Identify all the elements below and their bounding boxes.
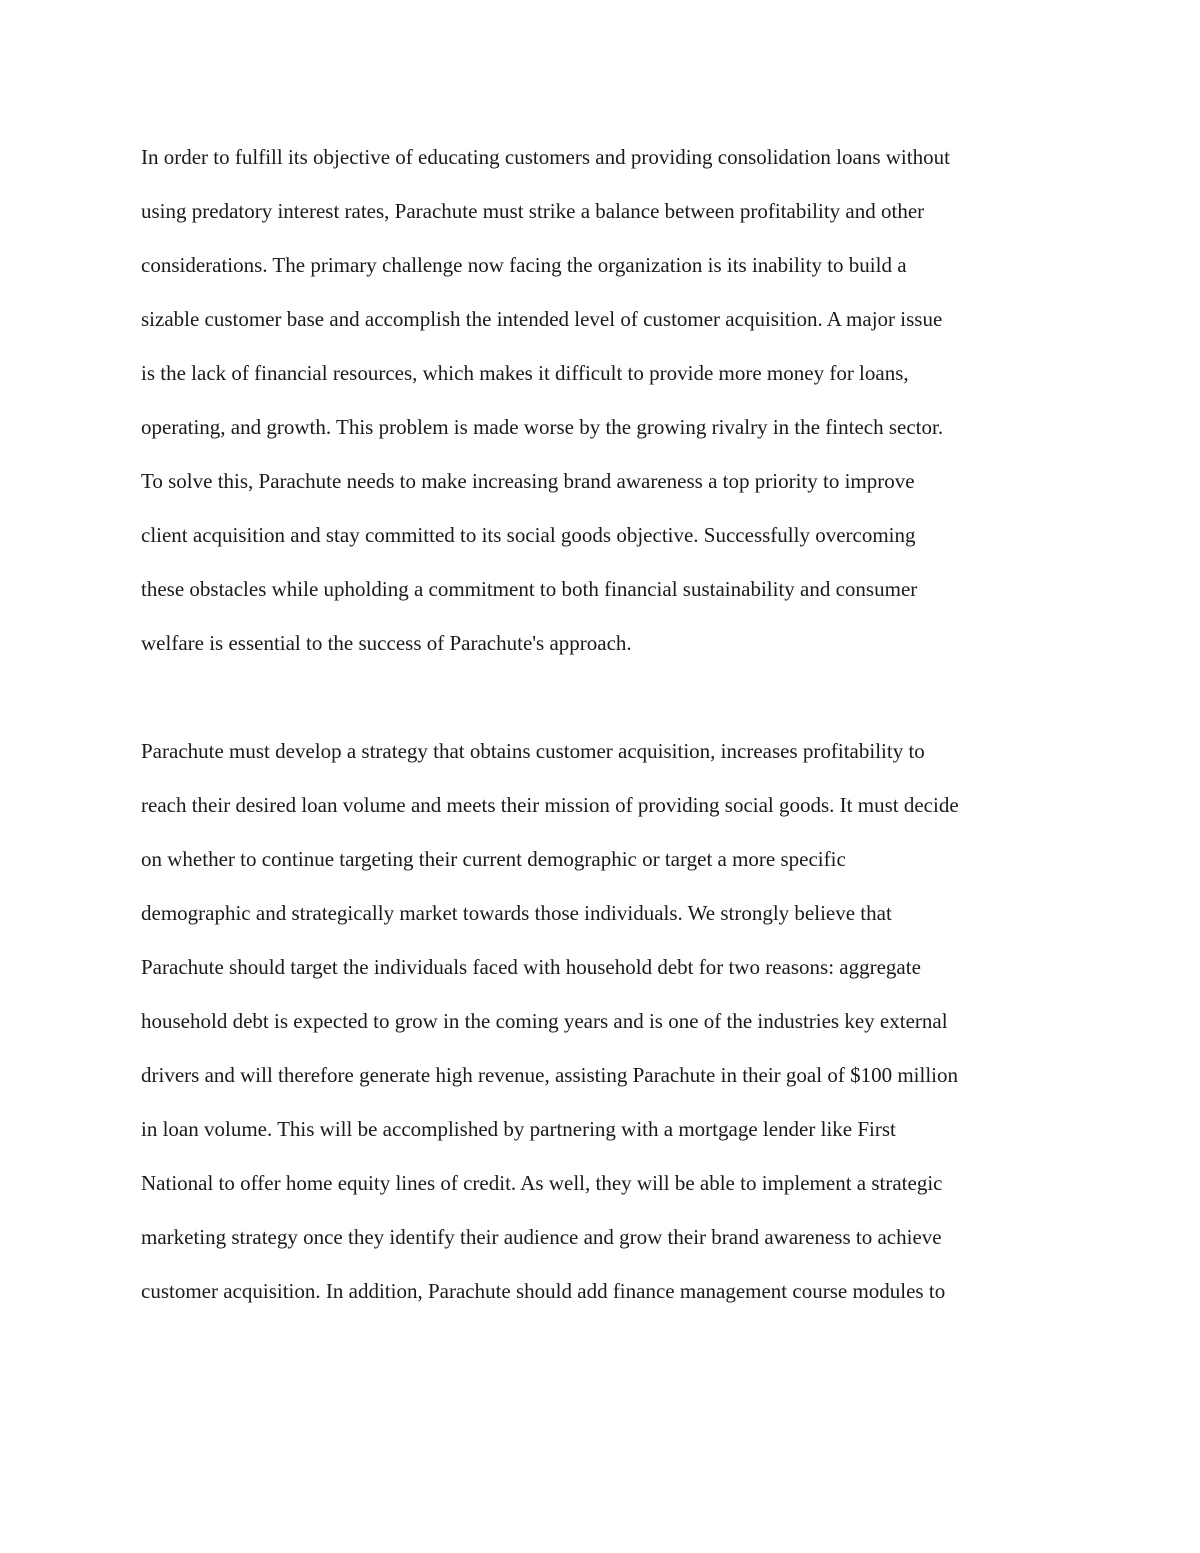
text-line: on whether to continue targeting their current demographic or target a more specific — [141, 847, 846, 871]
text-line: In order to fulfill its objective of educating customers and providing consolidation loans without — [141, 145, 950, 169]
text-line: To solve this, Parachute needs to make increasing brand awareness a top priority to improve — [141, 469, 915, 493]
text-line: sizable customer base and accomplish the intended level of customer acquisition. A major issue — [141, 307, 943, 331]
text-line: in loan volume. This will be accomplished by partnering with a mortgage lender like First — [141, 1117, 896, 1141]
text-line: welfare is essential to the success of Parachute's approach. — [141, 631, 632, 655]
text-line: these obstacles while upholding a commitment to both financial sustainability and consumer — [141, 577, 918, 601]
paragraph-strategy — [141, 724, 1066, 1318]
text-line: drivers and will therefore generate high revenue, assisting Parachute in their goal of $100 million — [141, 1063, 959, 1087]
text-line: is the lack of financial resources, which makes it difficult to provide more money for loans, — [141, 361, 909, 385]
text-line: client acquisition and stay committed to its social goods objective. Successfully overcoming — [141, 523, 916, 547]
paragraph-problem-statement — [141, 130, 1066, 670]
text-line: operating, and growth. This problem is made worse by the growing rivalry in the fintech sector. — [141, 415, 944, 439]
text-line: marketing strategy once they identify their audience and grow their brand awareness to achieve — [141, 1225, 942, 1249]
text-line: customer acquisition. In addition, Parachute should add finance management course modules to — [141, 1279, 946, 1303]
text-line: demographic and strategically market towards those individuals. We strongly believe that — [141, 901, 892, 925]
text-line: considerations. The primary challenge now facing the organization is its inability to build a — [141, 253, 907, 277]
text-line: National to offer home equity lines of credit. As well, they will be able to implement a strategic — [141, 1171, 943, 1195]
text-line: using predatory interest rates, Parachute must strike a balance between profitability and other — [141, 199, 925, 223]
text-line: household debt is expected to grow in the coming years and is one of the industries key external — [141, 1009, 948, 1033]
text-line: Parachute must develop a strategy that obtains customer acquisition, increases profitability to — [141, 739, 925, 763]
text-line: Parachute should target the individuals faced with household debt for two reasons: aggregate — [141, 955, 921, 979]
text-line: reach their desired loan volume and meets their mission of providing social goods. It must decide — [141, 793, 959, 817]
